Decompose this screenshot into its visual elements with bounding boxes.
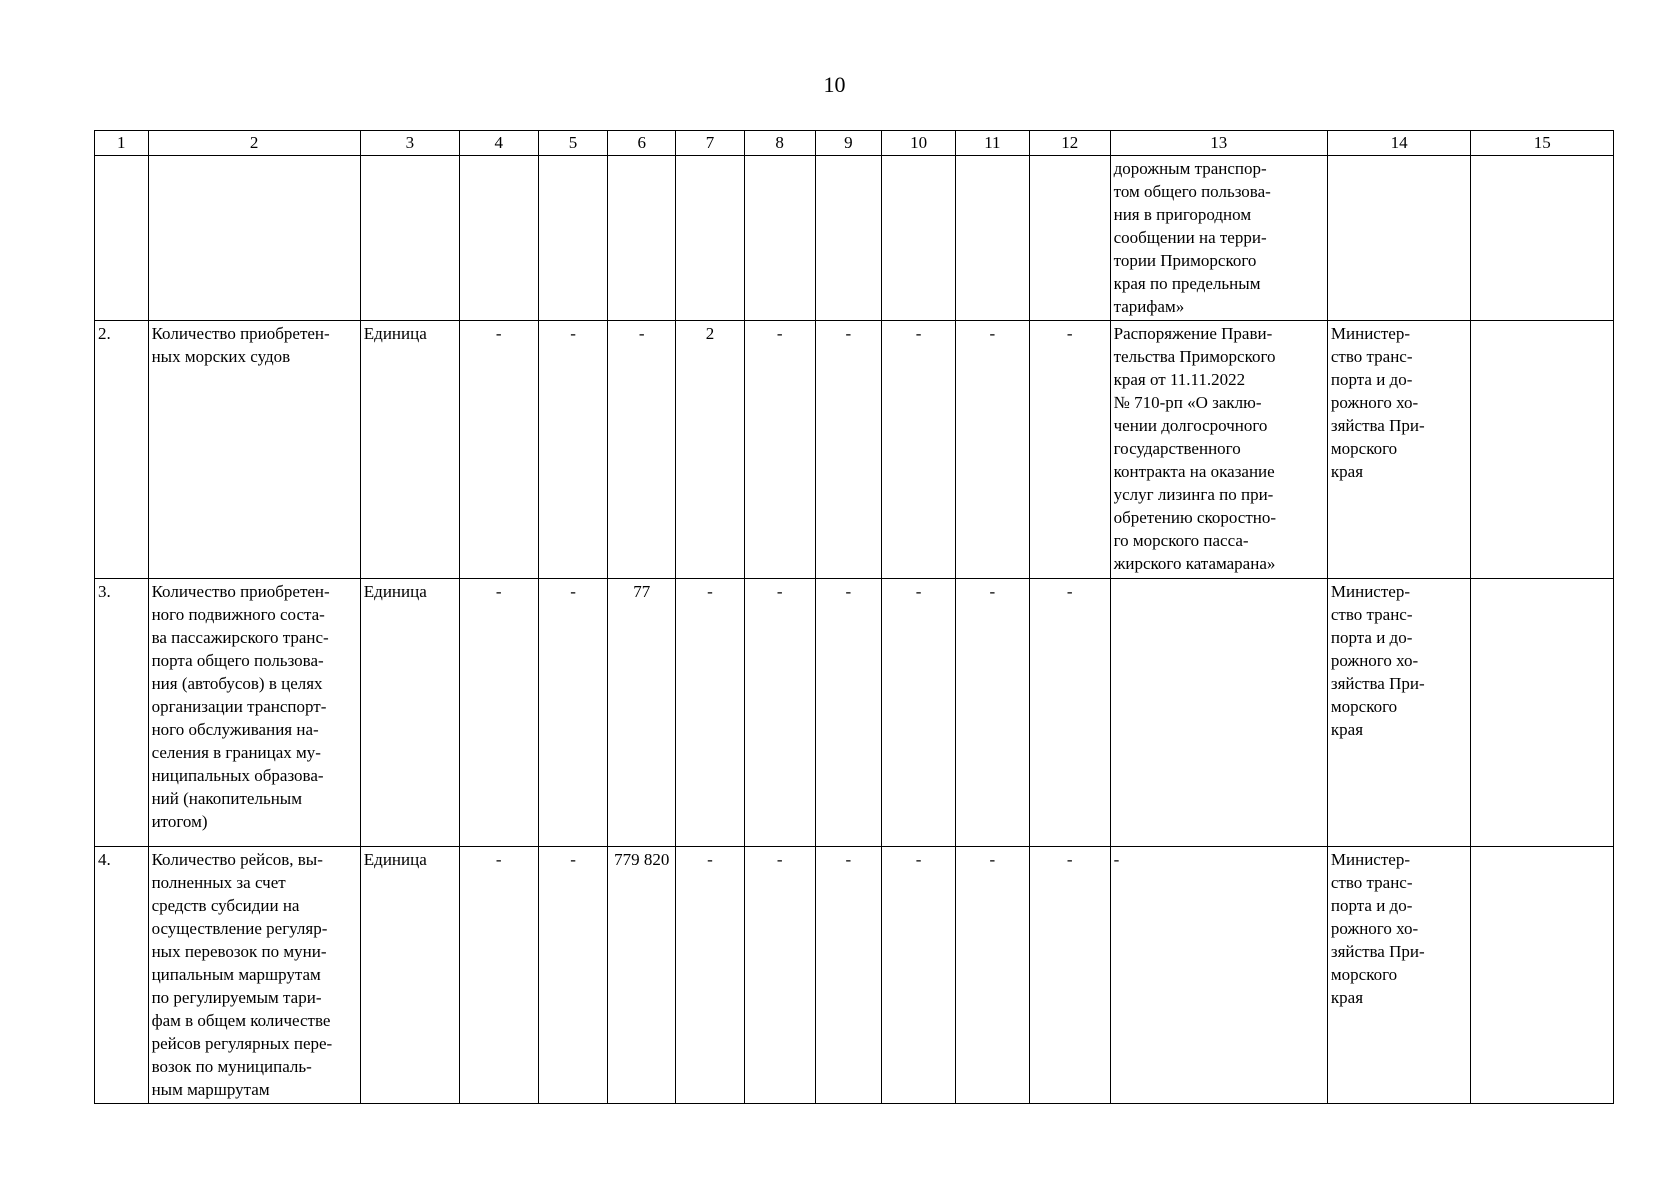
header-col-2: 2	[148, 131, 360, 156]
unit-of-measure: Единица	[360, 847, 459, 1104]
header-col-10: 10	[882, 131, 956, 156]
indicator-name-line: по регулируемым тари-	[151, 988, 322, 1007]
indicator-name-line: ципальным маршрутам	[151, 965, 321, 984]
header-col-14: 14	[1327, 131, 1471, 156]
indicator-name-line: ным маршрутам	[151, 1080, 270, 1099]
table-row	[95, 321, 1614, 579]
responsible-body-line: порта и до-	[1330, 896, 1413, 915]
value-col-9: -	[815, 847, 882, 1104]
basis-document-line: дорожным транспор-	[1113, 159, 1267, 178]
row-number: 4.	[95, 847, 149, 1104]
value-col-6: -	[608, 321, 676, 579]
responsible-body-line: рожного хо-	[1330, 393, 1419, 412]
basis-document-line: сообщении на терри-	[1113, 228, 1267, 247]
unit-of-measure: Единица	[360, 579, 459, 847]
responsible-body-line: края	[1330, 720, 1364, 739]
value-col-9: -	[815, 579, 882, 847]
indicator-name-line: селения в границах му-	[151, 743, 321, 762]
indicator-name-line: средств субсидии на	[151, 896, 300, 915]
responsible-body-line: порта и до-	[1330, 628, 1413, 647]
basis-document-line: обретению скоростно-	[1113, 508, 1277, 527]
responsible-body-line: зяйства При-	[1330, 942, 1425, 961]
responsible-body-line: морского	[1330, 439, 1398, 458]
indicator-name-line: ного обслуживания на-	[151, 720, 319, 739]
value-col-9: -	[815, 321, 882, 579]
basis-document-line: тории Приморского	[1113, 251, 1257, 270]
value-col-7: -	[676, 579, 745, 847]
table-row	[95, 847, 1614, 1104]
indicator-name-line: Количество рейсов, вы-	[151, 850, 323, 869]
indicator-name	[148, 156, 360, 321]
indicator-name-line: ва пассажирского транс-	[151, 628, 329, 647]
indicators-table	[94, 130, 1614, 1104]
value-col-8: -	[744, 847, 815, 1104]
value-col-6: 779 820	[608, 847, 676, 1104]
indicator-name-line: ных перевозок по муни-	[151, 942, 327, 961]
indicator-name-line: ного подвижного соста-	[151, 605, 325, 624]
basis-document	[1110, 321, 1327, 579]
indicator-name-line: осуществление регуляр-	[151, 919, 328, 938]
value-col-6	[608, 156, 676, 321]
indicator-name-line: ниципальных образова-	[151, 766, 324, 785]
basis-document-line: Распоряжение Прави-	[1113, 324, 1273, 343]
basis-document-line: тарифам»	[1113, 297, 1185, 316]
basis-document-line: том общего пользова-	[1113, 182, 1271, 201]
header-col-5: 5	[538, 131, 608, 156]
indicator-name-line: ний (накопительным	[151, 789, 302, 808]
basis-document-line: края по предельным	[1113, 274, 1261, 293]
value-col-8: -	[744, 579, 815, 847]
responsible-body	[1327, 579, 1471, 847]
col-15-value	[1471, 847, 1614, 1104]
basis-document-line: ния в пригородном	[1113, 205, 1252, 224]
header-col-4: 4	[459, 131, 538, 156]
indicator-name	[148, 847, 360, 1104]
value-col-10: -	[882, 579, 956, 847]
responsible-body-line: рожного хо-	[1330, 651, 1419, 670]
value-col-5: -	[538, 579, 608, 847]
basis-document-line: -	[1113, 850, 1120, 869]
unit-of-measure: Единица	[360, 321, 459, 579]
value-col-11: -	[956, 321, 1030, 579]
responsible-body-line: зяйства При-	[1330, 674, 1425, 693]
responsible-body-line: морского	[1330, 697, 1398, 716]
header-col-3: 3	[360, 131, 459, 156]
responsible-body-line: зяйства При-	[1330, 416, 1425, 435]
value-col-11	[956, 156, 1030, 321]
header-col-8: 8	[744, 131, 815, 156]
responsible-body-line: края	[1330, 462, 1364, 481]
header-col-13: 13	[1110, 131, 1327, 156]
indicator-name-line: полненных за счет	[151, 873, 286, 892]
row-number: 2.	[95, 321, 149, 579]
value-col-12	[1029, 156, 1110, 321]
table-row	[95, 156, 1614, 321]
table-body	[95, 156, 1614, 1104]
responsible-body	[1327, 847, 1471, 1104]
value-col-7: 2	[676, 321, 745, 579]
responsible-body-line: порта и до-	[1330, 370, 1413, 389]
indicator-name-line: организации транспорт-	[151, 697, 327, 716]
basis-document-line: жирского катамарана»	[1113, 554, 1276, 573]
basis-document-line: № 710-рп «О заклю-	[1113, 393, 1262, 412]
responsible-body-line: ство транс-	[1330, 873, 1413, 892]
table-row	[95, 579, 1614, 847]
responsible-body	[1327, 156, 1471, 321]
value-col-12: -	[1029, 579, 1110, 847]
basis-document-line: услуг лизинга по при-	[1113, 485, 1274, 504]
value-col-8	[744, 156, 815, 321]
row-number	[95, 156, 149, 321]
responsible-body-line: рожного хо-	[1330, 919, 1419, 938]
basis-document-line: края от 11.11.2022	[1113, 370, 1246, 389]
responsible-body-line: Министер-	[1330, 582, 1410, 601]
basis-document	[1110, 579, 1327, 847]
header-col-9: 9	[815, 131, 882, 156]
basis-document-line: го морского пасса-	[1113, 531, 1249, 550]
header-col-7: 7	[676, 131, 745, 156]
indicator-name-line: рейсов регулярных пере-	[151, 1034, 333, 1053]
value-col-10: -	[882, 847, 956, 1104]
responsible-body-line: Министер-	[1330, 850, 1410, 869]
page-number: 10	[823, 72, 846, 97]
header-row	[95, 131, 1614, 156]
indicator-name-line: Количество приобретен-	[151, 324, 330, 343]
value-col-11: -	[956, 847, 1030, 1104]
value-col-11: -	[956, 579, 1030, 847]
header-col-6: 6	[608, 131, 676, 156]
value-col-8: -	[744, 321, 815, 579]
col-15-value	[1471, 321, 1614, 579]
responsible-body-line: Министер-	[1330, 324, 1410, 343]
indicator-name-line: ния (автобусов) в целях	[151, 674, 323, 693]
header-col-11: 11	[956, 131, 1030, 156]
basis-document-line: тельства Приморского	[1113, 347, 1276, 366]
indicator-name-line: итогом)	[151, 812, 208, 831]
indicator-name-line: Количество приобретен-	[151, 582, 330, 601]
row-number: 3.	[95, 579, 149, 847]
indicator-name-line: возок по муниципаль-	[151, 1057, 312, 1076]
header-col-1: 1	[95, 131, 149, 156]
indicator-name-line: ных морских судов	[151, 347, 291, 366]
value-col-5	[538, 156, 608, 321]
value-col-5: -	[538, 847, 608, 1104]
value-col-4: -	[459, 847, 538, 1104]
value-col-4	[459, 156, 538, 321]
value-col-12: -	[1029, 847, 1110, 1104]
value-col-9	[815, 156, 882, 321]
basis-document-line: контракта на оказание	[1113, 462, 1275, 481]
value-col-7: -	[676, 847, 745, 1104]
value-col-6: 77	[608, 579, 676, 847]
responsible-body-line: морского	[1330, 965, 1398, 984]
value-col-10	[882, 156, 956, 321]
responsible-body	[1327, 321, 1471, 579]
basis-document	[1110, 156, 1327, 321]
basis-document-line: чении долгосрочного	[1113, 416, 1268, 435]
unit-of-measure	[360, 156, 459, 321]
responsible-body-line: ство транс-	[1330, 347, 1413, 366]
indicator-name-line: порта общего пользова-	[151, 651, 324, 670]
col-15-value	[1471, 579, 1614, 847]
responsible-body-line: края	[1330, 988, 1364, 1007]
basis-document	[1110, 847, 1327, 1104]
value-col-10: -	[882, 321, 956, 579]
header-col-15: 15	[1471, 131, 1614, 156]
indicator-name	[148, 321, 360, 579]
responsible-body-line: ство транс-	[1330, 605, 1413, 624]
indicator-name-line: фам в общем количестве	[151, 1011, 331, 1030]
value-col-4: -	[459, 579, 538, 847]
value-col-12: -	[1029, 321, 1110, 579]
value-col-7	[676, 156, 745, 321]
header-col-12: 12	[1029, 131, 1110, 156]
value-col-4: -	[459, 321, 538, 579]
basis-document-line: государственного	[1113, 439, 1241, 458]
col-15-value	[1471, 156, 1614, 321]
value-col-5: -	[538, 321, 608, 579]
indicator-name	[148, 579, 360, 847]
